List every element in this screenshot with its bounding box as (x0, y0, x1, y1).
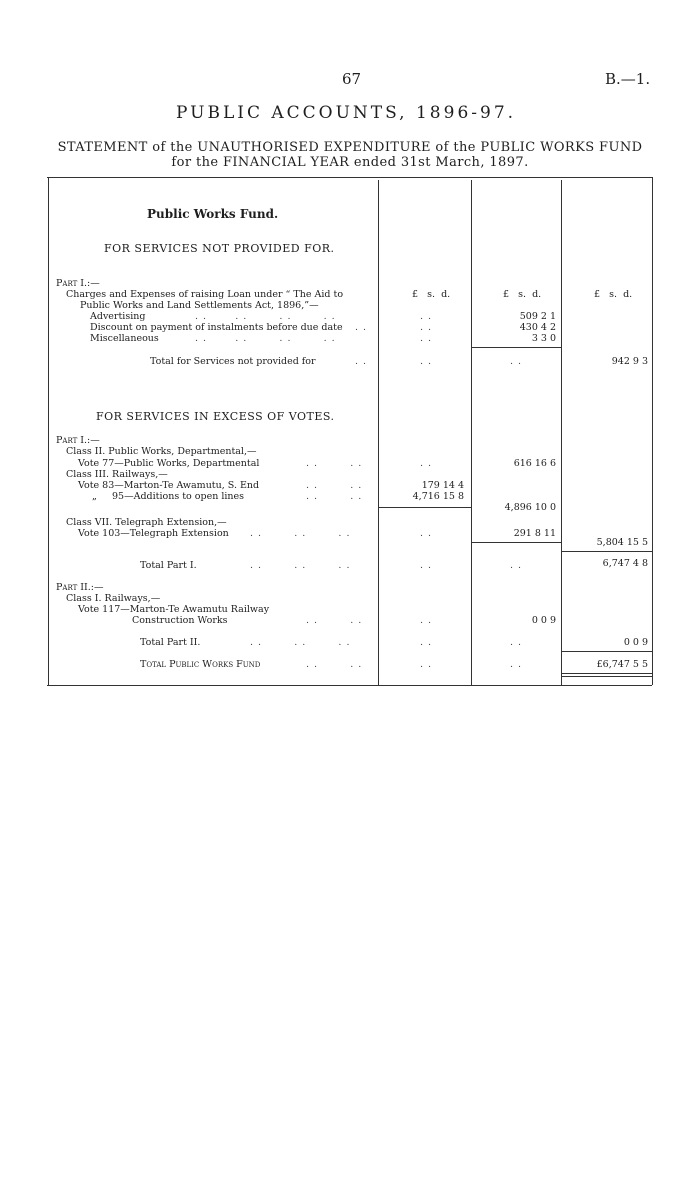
part1-total-rule (562, 551, 652, 552)
document-reference: B.—1. (605, 70, 651, 88)
vote77-amount: 616 16 6 (513, 458, 556, 469)
table-top-rule (47, 177, 652, 178)
vote117-label-2: Construction Works (132, 615, 228, 626)
loan-charges-desc-2: Public Works and Land Settlements Act, 1896,”— (80, 300, 319, 311)
vote83-amount: 179 14 4 (421, 480, 464, 491)
empty-dots: . . (510, 659, 523, 670)
class2-label: Class II. Public Works, Departmental,— (66, 446, 257, 457)
item-discount-amount: 430 4 2 (519, 322, 556, 333)
subtotal-rule (472, 347, 561, 348)
leader-dots: . . . . (306, 491, 363, 502)
subtitle-line-2: for the FINANCIAL YEAR ended 31st March, 1897. (171, 155, 529, 170)
currency-head-col2 (503, 289, 559, 300)
leader-dots: . . . . . . (250, 528, 351, 539)
leader-dots: . . . . (306, 480, 363, 491)
leader-dots: . . . . . . (250, 560, 351, 571)
empty-dots: . . (420, 356, 433, 367)
leader-dots: . . . . . . (250, 637, 351, 648)
table-left-rule (48, 177, 49, 685)
ditto-mark: „ (92, 491, 97, 502)
empty-dots: . . (420, 528, 433, 539)
grand-total-rule (562, 651, 652, 652)
vote117-label: Vote 117—Marton-Te Awamutu Railway (78, 604, 270, 615)
section-heading-not-provided: FOR SERVICES NOT PROVIDED FOR. (104, 242, 335, 255)
railways-subtotal-rule (379, 507, 471, 508)
column-rule-2 (471, 180, 472, 685)
item-misc-label: Miscellaneous (90, 333, 159, 344)
empty-dots: . . (420, 560, 433, 571)
part2-label: Part II.:— (56, 582, 104, 593)
total-not-provided-label: Total for Services not provided for (150, 356, 316, 367)
pound-head: £ (503, 289, 510, 300)
class3-label: Class III. Railways,— (66, 469, 168, 480)
vote83-label: Vote 83—Marton-Te Awamutu, S. End (78, 480, 260, 491)
class1-label: Class I. Railways,— (66, 593, 161, 604)
total-part1-label: Total Part I. (140, 560, 197, 571)
shilling-head: s. (427, 289, 436, 300)
loan-charges-desc: Charges and Expenses of raising Loan under “ The Aid to (66, 289, 344, 300)
part-label: Part I.:— (56, 278, 100, 289)
shilling-head: s. (518, 289, 527, 300)
fund-heading: Public Works Fund. (147, 207, 279, 221)
table-right-rule (652, 177, 653, 685)
grand-total-double-rule-1 (562, 673, 652, 674)
part-label: Part I.:— (56, 435, 100, 446)
total-part2-amount: 0 0 9 (623, 637, 648, 648)
subtitle-line-1: STATEMENT of the UNAUTHORISED EXPENDITURE of the PUBLIC WORKS FUND (57, 140, 643, 155)
column-rule-3 (561, 180, 562, 685)
pence-head: d. (441, 289, 451, 300)
leader-dots: . . (355, 322, 368, 333)
column-rule-1 (378, 180, 379, 685)
empty-dots: . . (420, 659, 433, 670)
empty-dots: . . (420, 458, 433, 469)
currency-head-col1 (412, 289, 468, 300)
table-bottom-rule (47, 685, 652, 686)
page-title: PUBLIC ACCOUNTS, 1896-97. (176, 103, 517, 123)
total-part1-amount: 6,747 4 8 (602, 558, 648, 569)
leader-dots: . . . . (306, 458, 363, 469)
pound-head: £ (594, 289, 601, 300)
vote77-label: Vote 77—Public Works, Departmental (78, 458, 260, 469)
total-part2-label: Total Part II. (140, 637, 201, 648)
item-discount-label: Discount on payment of instalments before due date (90, 322, 343, 333)
pound-head: £ (412, 289, 419, 300)
vote103-label: Vote 103—Telegraph Extension (78, 528, 229, 539)
leader-dots: . . . . . . . . (195, 333, 336, 344)
grand-total-double-rule-2 (562, 676, 652, 677)
section-heading-excess: FOR SERVICES IN EXCESS OF VOTES. (96, 410, 335, 423)
grand-total-label: Total Public Works Fund (140, 659, 261, 670)
excess-subtotal-rule (472, 542, 561, 543)
empty-dots: . . (420, 322, 433, 333)
grand-total-amount: £6,747 5 5 (596, 659, 648, 670)
pence-head: d. (623, 289, 633, 300)
leader-dots: . . . . (306, 615, 363, 626)
empty-dots: . . (420, 615, 433, 626)
class7-label: Class VII. Telegraph Extension,— (66, 517, 227, 528)
vote103-amount: 291 8 11 (513, 528, 556, 539)
leader-dots: . . . . (306, 659, 363, 670)
item-advertising-label: Advertising (90, 311, 146, 322)
vote117-amount: 0 0 9 (531, 615, 556, 626)
leader-dots: . . . . . . . . (195, 311, 336, 322)
page-number: 67 (342, 70, 362, 88)
leader-dots: . . (355, 356, 368, 367)
item-misc-amount: 3 3 0 (531, 333, 556, 344)
vote95-label: 95—Additions to open lines (112, 491, 245, 502)
item-advertising-amount: 509 2 1 (519, 311, 556, 322)
empty-dots: . . (420, 637, 433, 648)
currency-head-col3 (594, 289, 650, 300)
empty-dots: . . (420, 333, 433, 344)
empty-dots: . . (510, 560, 523, 571)
total-not-provided-amount: 942 9 3 (611, 356, 648, 367)
empty-dots: . . (420, 311, 433, 322)
empty-dots: . . (510, 356, 523, 367)
excess-total-amount: 5,804 15 5 (596, 537, 648, 548)
railways-subtotal-amount: 4,896 10 0 (504, 502, 556, 513)
shilling-head: s. (609, 289, 618, 300)
empty-dots: . . (510, 637, 523, 648)
pence-head: d. (532, 289, 542, 300)
vote95-amount: 4,716 15 8 (412, 491, 464, 502)
